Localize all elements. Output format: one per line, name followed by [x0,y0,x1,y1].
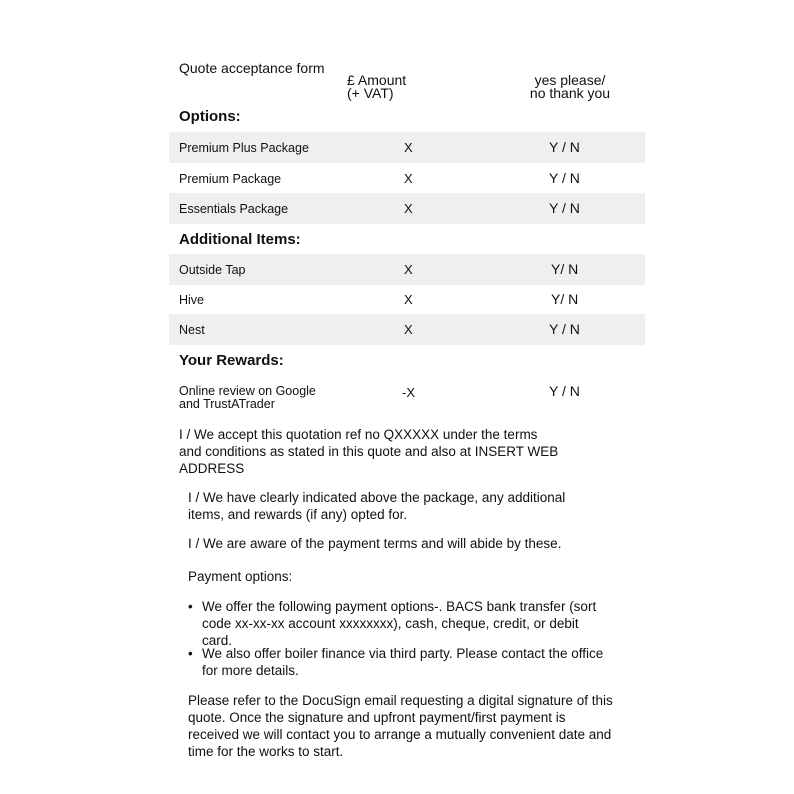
reward-amount: -X [402,385,415,400]
row-choice[interactable]: Y / N [549,321,580,337]
list-item-text: We offer the following payment options-. BACS bank transfer (sort code xx-xx-xx account xxxxxxxx), cash, cheque, credit, or debit card. [202,599,597,648]
reward-name [179,385,339,411]
amount-header-line1: £ Amount [347,72,407,88]
row-choice[interactable]: Y / N [549,170,580,186]
row-amount: X [404,201,413,216]
acceptance-statement: I / We accept this quotation ref no QXXXXX under the terms and conditions as stated in this quote and also at INSERT WEB ADDRESS [179,427,559,476]
amount-column-header [347,74,427,100]
table-row [169,284,645,315]
row-name: Essentials Package [179,202,289,216]
amount-header-line2: (+ VAT) [347,85,394,101]
docusign-note: Please refer to the DocuSign email requesting a digital signature of this quote. Once the signature and upfront payment/first payment is received we will contact you to arrange a mutually convenient date and time for the works to start. [188,693,613,759]
list-item-text: We also offer boiler finance via third party. Please contact the office for more details. [202,646,604,678]
reward-name-line2: and TrustATrader [179,397,275,411]
row-amount: X [404,322,413,337]
accept-header-line1: yes please/ [534,72,606,88]
row-name: Outside Tap [179,263,246,277]
table-row [169,254,645,285]
selection-statement: I / We have clearly indicated above the package, any additional items, and rewards (if any) opted for. [188,490,566,522]
row-amount: X [404,262,413,277]
payment-options-heading: Payment options: [188,569,293,584]
row-choice[interactable]: Y / N [549,200,580,216]
reward-choice[interactable]: Y / N [549,383,580,399]
options-heading: Options: [179,108,241,125]
table-row [169,163,645,194]
reward-name-line1: Online review on Google [179,384,316,398]
row-choice[interactable]: Y/ N [551,261,579,277]
row-name: Nest [179,323,205,337]
row-choice[interactable]: Y / N [549,139,580,155]
row-amount: X [404,140,413,155]
rewards-heading: Your Rewards: [179,352,284,369]
row-choice[interactable]: Y/ N [551,291,579,307]
row-name: Hive [179,293,205,307]
table-row [169,132,645,163]
row-amount: X [404,292,413,307]
bullet-icon: • [188,646,193,661]
row-name: Premium Plus Package [179,141,309,155]
row-amount: X [404,171,413,186]
accept-header-line2: no thank you [529,85,611,101]
additional-items-heading: Additional Items: [179,231,301,248]
payment-terms-statement: I / We are aware of the payment terms and will abide by these. [188,536,562,551]
accept-column-header [520,74,620,100]
bullet-icon: • [188,599,193,614]
table-row [169,314,645,345]
form-title: Quote acceptance form [179,60,325,76]
row-name: Premium Package [179,172,282,186]
table-row [169,193,645,224]
